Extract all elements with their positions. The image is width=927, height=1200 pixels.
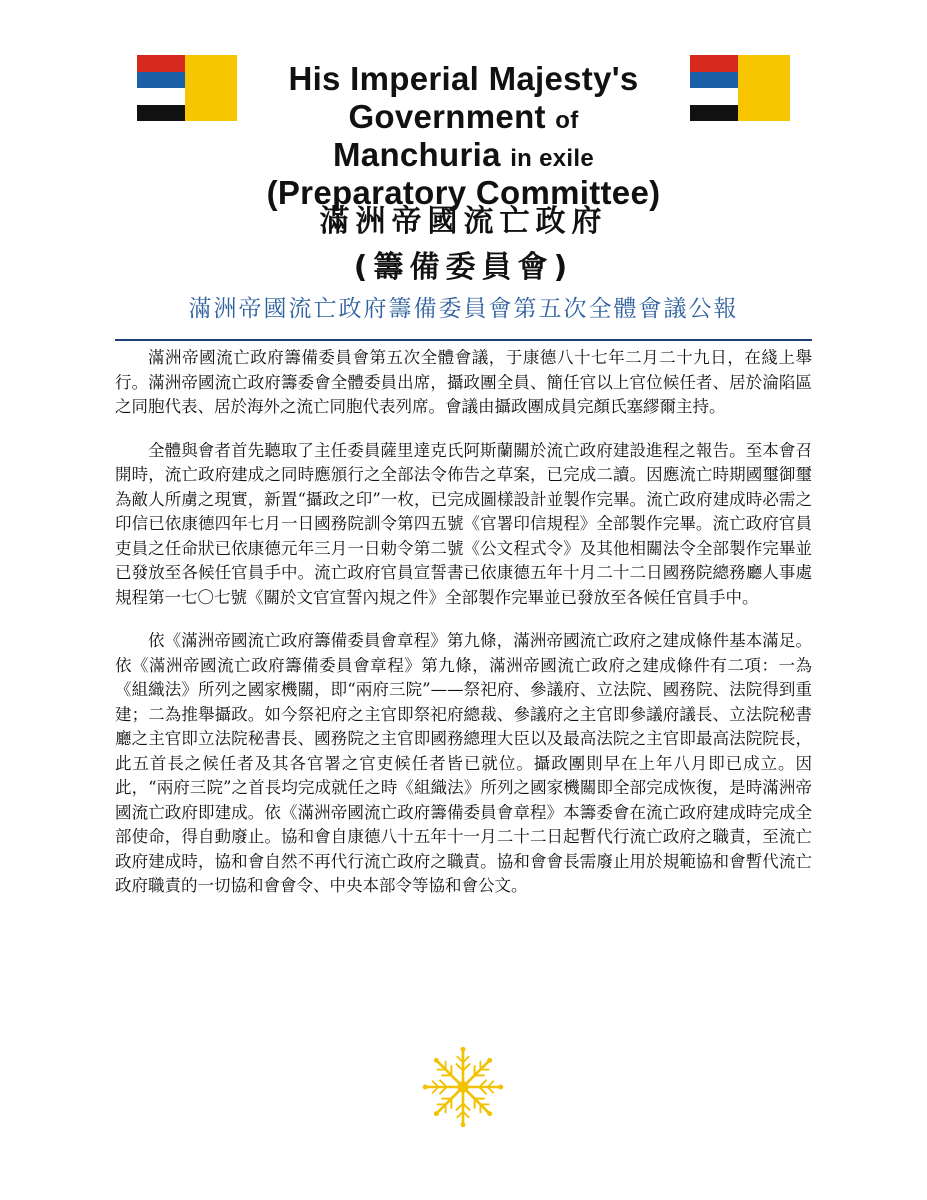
document-body xyxy=(115,346,812,918)
title-line-small-text: in exile xyxy=(510,144,594,172)
english-title xyxy=(200,60,727,212)
title-line-text: Government xyxy=(348,97,556,135)
title-line-1 xyxy=(200,60,727,98)
flag-canton xyxy=(137,55,185,121)
title-line-text: (Preparatory Committee) xyxy=(266,173,661,211)
flag-stripe-blue xyxy=(137,72,185,89)
header-divider xyxy=(115,339,812,341)
title-line-2 xyxy=(200,98,727,136)
flag-stripe-black xyxy=(137,105,185,122)
body-paragraph-3: 依《滿洲帝國流亡政府籌備委員會章程》第九條，滿洲帝國流亡政府之建成條件基本滿足。依《滿洲帝國流亡政府籌備委員會章程》第九條，滿洲帝國流亡政府之建成條件有二項：一為《組織法》所列之國家機關，即“兩府三院”——祭祀府、參議府、立法院、國務院、法院得到重建；二為推舉攝政。如今祭祀府之主官即祭祀府總裁、參議府之主官即參議府議長、立法院秘書廳之主官即立法院秘書長、國務院之主官即國務總理大臣以及最高法院之主官即最高法院院長，此五首長之候任者及其各官署之官吏候任者皆已就位。攝政團則早在上年八月即已成立。因此，“兩府三院”之首長均完成就任之時《組織法》所列之國家機關即全部完成恢復，是時滿洲帝國流亡政府即建成。依《滿洲帝國流亡政府籌備委員會章程》本籌委會在流亡政府建成時完成全部使命，得自動廢止。協和會自康德八十五年十一月二十二日起暫代行流亡政府之職責，至流亡政府建成時，協和會自然不再代行流亡政府之職責。協和會會長需廢止用於規範協和會暫代流亡政府職責的一切協和會會令、中央本部令等協和會公文。 xyxy=(115,631,812,895)
chinese-subtitle-committee: (籌備委員會) xyxy=(353,250,574,285)
communique-subtitle: 滿洲帝國流亡政府籌備委員會第五次全體會議公報 xyxy=(188,296,739,322)
body-paragraph-1: 滿洲帝國流亡政府籌備委員會第五次全體會議，于康德八十七年二月二十九日，在綫上舉行。滿洲帝國流亡政府籌委會全體委員出席，攝政團全員、簡任官以上官位候任者、居於淪陷區之同胞代表、居於海外之流亡同胞代表列席。會議由攝政團成員完顏氏塞繆爾主持。 xyxy=(115,348,812,416)
title-line-text: Manchuria xyxy=(333,135,511,173)
golden-snowflake-emblem-icon xyxy=(422,1046,504,1128)
title-line-3 xyxy=(200,136,727,174)
body-paragraph-2: 全體與會者首先聽取了主任委員薩里達克氏阿斯蘭關於流亡政府建設進程之報告。至本會召開時，流亡政府建成之同時應頒行之全部法令佈告之草案，已完成二讀。因應流亡時期國璽御璽為敵人所虜之現實，新置“攝政之印”一枚，已完成圖樣設計並製作完畢。流亡政府建成時必需之印信已依康德四年七月一日國務院訓令第四五號《官署印信規程》全部製作完畢。流亡政府官員吏員之任命狀已依康德元年三月一日勅令第二號《公文程式令》及其他相關法令全部製作完畢並已發放至各候任官員手中。流亡政府官員宣誓書已依康德五年十月二十二日國務院總務廳人事處規程第一七〇七號《關於文官宣誓內規之件》全部製作完畢並已發放至各候任官員手中。 xyxy=(115,440,812,607)
chinese-title: 滿洲帝國流亡政府 xyxy=(319,204,608,239)
flag-stripe-white xyxy=(137,88,185,105)
title-line-text: His Imperial Majesty's xyxy=(288,60,639,97)
flag-stripe-red xyxy=(137,55,185,72)
flag-field xyxy=(738,55,790,121)
title-line-small-text: of xyxy=(555,106,579,134)
